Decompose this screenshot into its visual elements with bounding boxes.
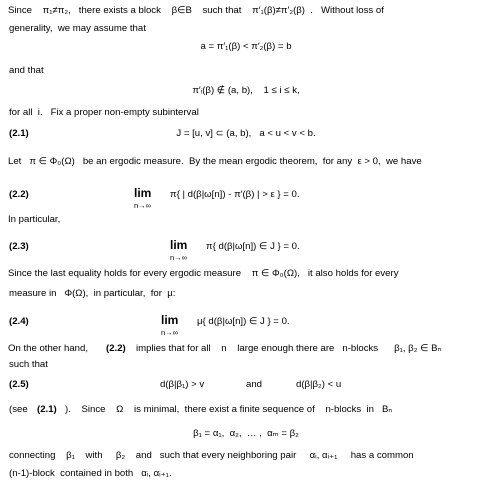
- equation-not-in-interval: π′ᵢ(β) ∉ (a, b), 1 ≤ i ≤ k,: [192, 85, 300, 96]
- limit-operator: lim: [161, 313, 179, 327]
- text-line-subinterval: for all i. Fix a proper non-empty subinterval: [9, 107, 199, 118]
- text-line-n-1-block: (n-1)-block contained in both αᵢ, αᵢ₊₁.: [9, 468, 172, 479]
- text-line-since-last: Since the last equality holds for every ergodic measure π ∈ Φ₀(Ω), it also holds for every: [0, 268, 399, 279]
- equation-number: (2.3): [9, 241, 29, 252]
- equation-2-4: (2.4) μ{ d(β|ω[n]) ∈ J } = 0.: [9, 316, 290, 327]
- limit-subscript: n→∞: [161, 328, 179, 337]
- text-line-see: (see (2.1) ). Since Ω is minimal, there exist a finite sequence of n-blocks in Bₙ: [9, 404, 393, 415]
- text-line-connecting: connecting β₁ with β₂ and such that every neighboring pair αᵢ, αᵢ₊₁ has a common: [9, 450, 414, 461]
- text-line-1: Since π₁≠π₂, there exists a block β∈B such that π′₁(β)≠π′₂(β) . Without loss of: [0, 5, 384, 16]
- limit-operator: lim: [134, 186, 152, 200]
- equation-number: (2.2): [9, 189, 29, 200]
- text-line-in-particular: In particular,: [0, 214, 61, 225]
- limit-operator: lim: [170, 238, 188, 252]
- equation-number: (2.4): [9, 316, 29, 327]
- text-line-such-that: such that: [9, 359, 48, 370]
- equation-number: (2.5): [9, 379, 29, 390]
- equation-2-1: (2.1) J = [u, v] ⊂ (a, b), a < u < v < b.: [9, 128, 316, 139]
- equation-2-3: (2.3) π{ d(β|ω[n]) ∈ J } = 0.: [9, 241, 300, 252]
- equation-number: (2.1): [9, 128, 29, 139]
- text-line-2: generality, we may assume that: [9, 23, 146, 34]
- text-line-and-that: and that: [9, 65, 44, 76]
- reference-2-1: (2.1): [37, 404, 57, 415]
- equation-a-b: a = π′₁(β) < π′₂(β) = b: [200, 41, 292, 52]
- text-line-other-hand: On the other hand, (2.2) implies that for all n large enough there are n-blocks β₁, β₂ ∈ Bₙ: [0, 343, 442, 354]
- equation-2-5: (2.5) d(β|β₁) > v and d(β|β₂) < u: [9, 379, 342, 390]
- equation-2-2: (2.2) π{ | d(β|ω[n]) - π′(β) | > ε } = 0.: [9, 189, 300, 200]
- text-line-measure-in: measure in Φ(Ω), in particular, for μ:: [9, 288, 176, 299]
- limit-subscript: n→∞: [170, 253, 188, 262]
- equation-block-sequence: β₁ = α₁, α₂, … , αₘ = β₂: [193, 428, 299, 439]
- limit-subscript: n→∞: [134, 201, 152, 210]
- reference-2-2: (2.2): [106, 343, 126, 354]
- text-line-ergodic: Let π ∈ Φ₀(Ω) be an ergodic measure. By the mean ergodic theorem, for any ε > 0, we have: [0, 156, 422, 167]
